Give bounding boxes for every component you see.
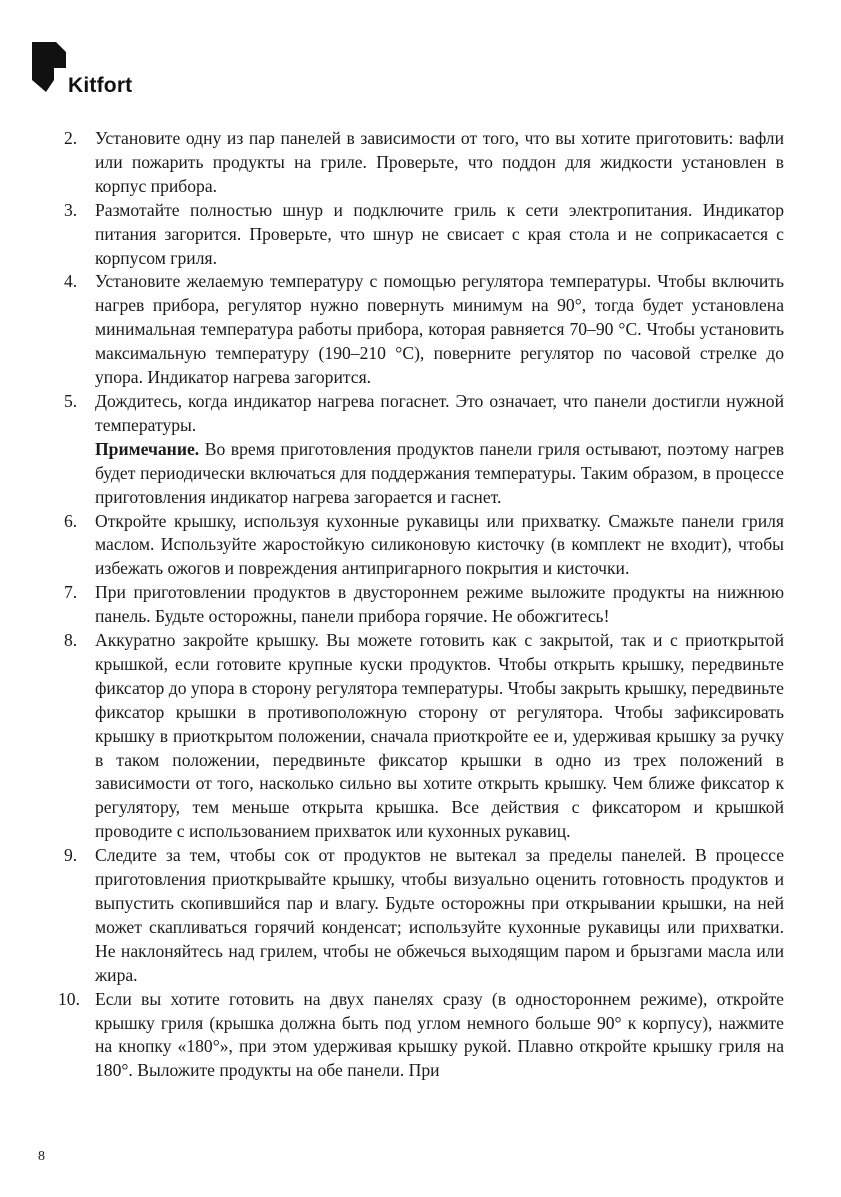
item-number: 6.: [64, 510, 78, 531]
list-item: [58, 988, 784, 1084]
item-number: 2.: [64, 128, 78, 148]
item-text: Размотайте полностью шнур и подключите гриль к сети электропитания. Индикатор питания загорится. Проверьте, что шнур не свисает с края стола и не соприкасается с корпусом гриля.: [95, 199, 784, 268]
item-number: 10.: [58, 988, 80, 1009]
brand-logo: [32, 42, 162, 102]
item-text: Следите за тем, чтобы сок от продуктов не вытекал за пределы панелей. В процессе приготовления приоткрывайте крышку, чтобы визуально оценить готовность продуктов и выпустить скопившийся пар и влагу. Будьте осторожны при открывании крышки, на ней может скапливаться горячий конденсат; используйте кухонные рукавицы или прихватки. Не наклоняйтесь над грилем, чтобы не обжечься выходящим паром и брызгами масла или жира.: [95, 845, 784, 985]
list-item: [64, 510, 784, 582]
item-number: 5.: [64, 390, 78, 411]
item-text: Если вы хотите готовить на двух панелях сразу (в одностороннем режиме), откройте крышку гриля (крышка должна быть под углом немного больше 90° к корпусу), нажмите на кнопку «180°», при этом удерживая крышку рукой. Плавно откройте крышку гриля на 180°. Выложите продукты на обе панели. При: [95, 988, 784, 1081]
item-text: Установите одну из пар панелей в зависимости от того, что вы хотите приготовить: вафли или пожарить продукты на гриле. Проверьте, что поддон для жидкости установлен в корпус прибора.: [95, 128, 784, 196]
list-item: [64, 844, 784, 987]
brand-name: Kitfort: [68, 74, 133, 97]
item-number: 3.: [64, 199, 78, 220]
item-text: Установите желаемую температуру с помощью регулятора температуры. Чтобы включить нагрев прибора, регулятор нужно повернуть минимум на 90°, тогда будет установлена минимальная температура работы прибора, которая равняется 70–90 °С. Чтобы установить максимальную температуру (190–210 °С), поверните регулятор по часовой стрелке до упора. Индикатор нагрева загорится.: [95, 271, 784, 388]
item-text: При приготовлении продуктов в двустороннем режиме выложите продукты на нижнюю панель. Будьте осторожны, панели прибора горячие. Не обожгитесь!: [95, 582, 784, 627]
item-text: Аккуратно закройте крышку. Вы можете готовить как с закрытой, так и с приоткрытой крышкой, если готовите крупные куски продуктов. Чтобы открыть крышку, передвиньте фиксатор до упора в сторону регулятора температуры. Чтобы закрыть крышку, передвиньте фиксатор крышки в противоположную сторону от регулятора. Чтобы зафиксировать крышку в приоткрытом положении, сначала приоткройте ее и, удерживая крышку за ручку в таком положении, передвиньте фиксатор крышки в одно из трех положений в зависимости от того, насколько сильно вы хотите открыть крышку. Чем ближе фиксатор к регулятору, тем меньше открыта крышка. Все действия с фиксатором и крышкой проводите с использованием прихваток или кухонных рукавиц.: [95, 630, 784, 842]
list-item: [64, 390, 784, 510]
list-item: [64, 629, 784, 844]
page-number: 8: [38, 1149, 45, 1164]
list-item: [64, 581, 784, 629]
item-number: 9.: [64, 845, 78, 866]
item-number: 4.: [64, 271, 78, 292]
item-text: Откройте крышку, используя кухонные рукавицы или прихватку. Смажьте панели гриля маслом. Используйте жаростойкую силиконовую кисточку (в комплект не входит), чтобы избежать ожогов и повреждения антипригарного покрытия и кисточки.: [95, 510, 784, 579]
list-item: [64, 199, 784, 271]
note-text: Во время приготовления продуктов панели гриля остывают, поэтому нагрев будет периодически включаться для поддержания температуры. Таким образом, в процессе приготовления индикатор нагрева загорается и гаснет.: [95, 438, 784, 507]
item-number: 7.: [64, 582, 78, 603]
list-item: [64, 270, 784, 390]
instructions-list: [58, 127, 784, 1083]
note: [95, 438, 784, 510]
item-text: Дождитесь, когда индикатор нагрева погаснет. Это означает, что панели достигли нужной температуры.: [95, 390, 784, 435]
list-item: [64, 127, 784, 199]
item-number: 8.: [64, 630, 78, 651]
note-label: Примечание.: [95, 438, 200, 459]
